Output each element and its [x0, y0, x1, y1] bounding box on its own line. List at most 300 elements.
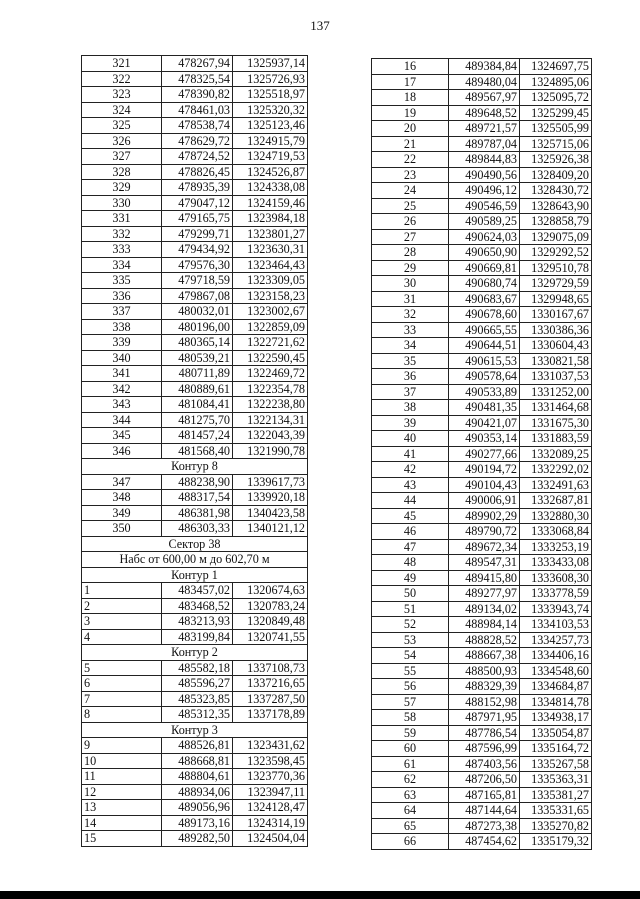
- y-coordinate-cell: 1322238,80: [233, 397, 308, 413]
- y-coordinate-cell: 1328643,90: [520, 198, 592, 214]
- point-number-cell: 12: [82, 784, 162, 800]
- point-number-cell: 338: [82, 319, 162, 335]
- x-coordinate-cell: 478267,94: [162, 56, 233, 72]
- point-number-cell: 65: [372, 818, 449, 834]
- x-coordinate-cell: 489721,57: [449, 121, 520, 137]
- y-coordinate-cell: 1322859,09: [233, 319, 308, 335]
- point-number-cell: 327: [82, 149, 162, 165]
- y-coordinate-cell: 1323801,27: [233, 226, 308, 242]
- table-row: [372, 183, 592, 199]
- table-row: [82, 350, 308, 366]
- section-header-row: [82, 536, 308, 552]
- point-number-cell: 2: [82, 598, 162, 614]
- point-number-cell: 20: [372, 121, 449, 137]
- section-header-row: [82, 567, 308, 583]
- point-number-cell: 17: [372, 74, 449, 90]
- point-number-cell: 346: [82, 443, 162, 459]
- point-number-cell: 56: [372, 679, 449, 695]
- x-coordinate-cell: 479434,92: [162, 242, 233, 258]
- x-coordinate-cell: 490650,90: [449, 245, 520, 261]
- x-coordinate-cell: 489672,34: [449, 539, 520, 555]
- x-coordinate-cell: 478724,52: [162, 149, 233, 165]
- y-coordinate-cell: 1324895,06: [520, 74, 592, 90]
- y-coordinate-cell: 1333608,30: [520, 570, 592, 586]
- y-coordinate-cell: 1323158,23: [233, 288, 308, 304]
- x-coordinate-cell: 487273,38: [449, 818, 520, 834]
- point-number-cell: 344: [82, 412, 162, 428]
- table-row: [82, 133, 308, 149]
- x-coordinate-cell: 487786,54: [449, 725, 520, 741]
- point-number-cell: 10: [82, 753, 162, 769]
- y-coordinate-cell: 1331252,00: [520, 384, 592, 400]
- point-number-cell: 42: [372, 462, 449, 478]
- y-coordinate-cell: 1332292,02: [520, 462, 592, 478]
- x-coordinate-cell: 490669,81: [449, 260, 520, 276]
- x-coordinate-cell: 488667,38: [449, 648, 520, 664]
- table-row: [372, 818, 592, 834]
- point-number-cell: 64: [372, 803, 449, 819]
- x-coordinate-cell: 488984,14: [449, 617, 520, 633]
- x-coordinate-cell: 478538,74: [162, 118, 233, 134]
- point-number-cell: 349: [82, 505, 162, 521]
- y-coordinate-cell: 1328430,72: [520, 183, 592, 199]
- x-coordinate-cell: 489902,29: [449, 508, 520, 524]
- point-number-cell: 323: [82, 87, 162, 103]
- y-coordinate-cell: 1330821,58: [520, 353, 592, 369]
- y-coordinate-cell: 1337178,89: [233, 707, 308, 723]
- x-coordinate-cell: 481457,24: [162, 428, 233, 444]
- table-row: [82, 149, 308, 165]
- y-coordinate-cell: 1324697,75: [520, 59, 592, 75]
- table-row: [82, 784, 308, 800]
- y-coordinate-cell: 1335270,82: [520, 818, 592, 834]
- point-number-cell: 5: [82, 660, 162, 676]
- point-number-cell: 328: [82, 164, 162, 180]
- x-coordinate-cell: 489480,04: [449, 74, 520, 90]
- scan-bottom-edge: [0, 891, 640, 899]
- table-row: [372, 276, 592, 292]
- x-coordinate-cell: 481275,70: [162, 412, 233, 428]
- point-number-cell: 55: [372, 663, 449, 679]
- table-row: [372, 74, 592, 90]
- table-row: [372, 260, 592, 276]
- y-coordinate-cell: 1334938,17: [520, 710, 592, 726]
- x-coordinate-cell: 490421,07: [449, 415, 520, 431]
- point-number-cell: 325: [82, 118, 162, 134]
- table-row: [82, 226, 308, 242]
- y-coordinate-cell: 1332687,81: [520, 493, 592, 509]
- point-number-cell: 3: [82, 614, 162, 630]
- table-row: [372, 462, 592, 478]
- y-coordinate-cell: 1325505,99: [520, 121, 592, 137]
- x-coordinate-cell: 488828,52: [449, 632, 520, 648]
- point-number-cell: 343: [82, 397, 162, 413]
- table-row: [372, 121, 592, 137]
- table-row: [372, 586, 592, 602]
- y-coordinate-cell: 1324128,47: [233, 800, 308, 816]
- table-row: [82, 102, 308, 118]
- table-row: [82, 521, 308, 537]
- y-coordinate-cell: 1340423,58: [233, 505, 308, 521]
- table-row: [372, 493, 592, 509]
- point-number-cell: 4: [82, 629, 162, 645]
- y-coordinate-cell: 1335363,31: [520, 772, 592, 788]
- x-coordinate-cell: 487403,56: [449, 756, 520, 772]
- point-number-cell: 35: [372, 353, 449, 369]
- point-number-cell: 322: [82, 71, 162, 87]
- y-coordinate-cell: 1324504,04: [233, 831, 308, 847]
- y-coordinate-cell: 1333068,84: [520, 524, 592, 540]
- table-row: [372, 632, 592, 648]
- x-coordinate-cell: 489384,84: [449, 59, 520, 75]
- section-header: Контур 3: [82, 722, 308, 738]
- y-coordinate-cell: 1331037,53: [520, 369, 592, 385]
- point-number-cell: 6: [82, 676, 162, 692]
- y-coordinate-cell: 1329729,59: [520, 276, 592, 292]
- point-number-cell: 52: [372, 617, 449, 633]
- point-number-cell: 29: [372, 260, 449, 276]
- x-coordinate-cell: 479576,30: [162, 257, 233, 273]
- y-coordinate-cell: 1324338,08: [233, 180, 308, 196]
- point-number-cell: 15: [82, 831, 162, 847]
- point-number-cell: 36: [372, 369, 449, 385]
- x-coordinate-cell: 479718,59: [162, 273, 233, 289]
- point-number-cell: 334: [82, 257, 162, 273]
- table-row: [82, 738, 308, 754]
- point-number-cell: 350: [82, 521, 162, 537]
- table-row: [82, 831, 308, 847]
- section-header-row: [82, 722, 308, 738]
- y-coordinate-cell: 1333778,59: [520, 586, 592, 602]
- y-coordinate-cell: 1337216,65: [233, 676, 308, 692]
- table-row: [82, 366, 308, 382]
- point-number-cell: 63: [372, 787, 449, 803]
- x-coordinate-cell: 490104,43: [449, 477, 520, 493]
- y-coordinate-cell: 1323309,05: [233, 273, 308, 289]
- table-row: [372, 105, 592, 121]
- point-number-cell: 39: [372, 415, 449, 431]
- point-number-cell: 21: [372, 136, 449, 152]
- table-row: [372, 400, 592, 416]
- x-coordinate-cell: 490481,35: [449, 400, 520, 416]
- table-row: [372, 338, 592, 354]
- point-number-cell: 347: [82, 474, 162, 490]
- point-number-cell: 59: [372, 725, 449, 741]
- table-row: [372, 245, 592, 261]
- x-coordinate-cell: 488329,39: [449, 679, 520, 695]
- y-coordinate-cell: 1325299,45: [520, 105, 592, 121]
- section-header-row: [82, 552, 308, 568]
- y-coordinate-cell: 1323770,36: [233, 769, 308, 785]
- x-coordinate-cell: 480711,89: [162, 366, 233, 382]
- table-row: [82, 195, 308, 211]
- y-coordinate-cell: 1328409,20: [520, 167, 592, 183]
- section-header: Контур 2: [82, 645, 308, 661]
- y-coordinate-cell: 1334548,60: [520, 663, 592, 679]
- x-coordinate-cell: 479867,08: [162, 288, 233, 304]
- x-coordinate-cell: 490680,74: [449, 276, 520, 292]
- table-row: [372, 477, 592, 493]
- point-number-cell: 38: [372, 400, 449, 416]
- table-row: [372, 787, 592, 803]
- y-coordinate-cell: 1322590,45: [233, 350, 308, 366]
- x-coordinate-cell: 485312,35: [162, 707, 233, 723]
- point-number-cell: 24: [372, 183, 449, 199]
- y-coordinate-cell: 1325123,46: [233, 118, 308, 134]
- x-coordinate-cell: 480032,01: [162, 304, 233, 320]
- y-coordinate-cell: 1335331,65: [520, 803, 592, 819]
- x-coordinate-cell: 490683,67: [449, 291, 520, 307]
- table-row: [372, 229, 592, 245]
- y-coordinate-cell: 1324159,46: [233, 195, 308, 211]
- point-number-cell: 7: [82, 691, 162, 707]
- table-row: [82, 87, 308, 103]
- x-coordinate-cell: 490578,64: [449, 369, 520, 385]
- table-row: [82, 56, 308, 72]
- point-number-cell: 13: [82, 800, 162, 816]
- x-coordinate-cell: 486381,98: [162, 505, 233, 521]
- x-coordinate-cell: 487144,64: [449, 803, 520, 819]
- y-coordinate-cell: 1323598,45: [233, 753, 308, 769]
- y-coordinate-cell: 1330386,36: [520, 322, 592, 338]
- y-coordinate-cell: 1334103,53: [520, 617, 592, 633]
- table-row: [372, 741, 592, 757]
- point-number-cell: 51: [372, 601, 449, 617]
- y-coordinate-cell: 1323431,62: [233, 738, 308, 754]
- x-coordinate-cell: 489173,16: [162, 815, 233, 831]
- x-coordinate-cell: 483457,02: [162, 583, 233, 599]
- point-number-cell: 26: [372, 214, 449, 230]
- x-coordinate-cell: 488804,61: [162, 769, 233, 785]
- x-coordinate-cell: 478325,54: [162, 71, 233, 87]
- y-coordinate-cell: 1334406,16: [520, 648, 592, 664]
- point-number-cell: 37: [372, 384, 449, 400]
- x-coordinate-cell: 478935,39: [162, 180, 233, 196]
- point-number-cell: 61: [372, 756, 449, 772]
- point-number-cell: 19: [372, 105, 449, 121]
- table-row: [82, 257, 308, 273]
- x-coordinate-cell: 489790,72: [449, 524, 520, 540]
- point-number-cell: 41: [372, 446, 449, 462]
- point-number-cell: 57: [372, 694, 449, 710]
- table-row: [82, 707, 308, 723]
- x-coordinate-cell: 480196,00: [162, 319, 233, 335]
- y-coordinate-cell: 1324314,19: [233, 815, 308, 831]
- table-row: [82, 676, 308, 692]
- y-coordinate-cell: 1325726,93: [233, 71, 308, 87]
- point-number-cell: 66: [372, 834, 449, 850]
- y-coordinate-cell: 1324915,79: [233, 133, 308, 149]
- table-row: [82, 319, 308, 335]
- y-coordinate-cell: 1332491,63: [520, 477, 592, 493]
- y-coordinate-cell: 1339920,18: [233, 490, 308, 506]
- table-row: [372, 446, 592, 462]
- table-row: [372, 136, 592, 152]
- x-coordinate-cell: 485323,85: [162, 691, 233, 707]
- table-row: [82, 660, 308, 676]
- y-coordinate-cell: 1331675,30: [520, 415, 592, 431]
- point-number-cell: 321: [82, 56, 162, 72]
- table-row: [82, 412, 308, 428]
- y-coordinate-cell: 1330604,43: [520, 338, 592, 354]
- table-row: [372, 756, 592, 772]
- section-header: Набс от 600,00 м до 602,70 м: [82, 552, 308, 568]
- y-coordinate-cell: 1325926,38: [520, 152, 592, 168]
- point-number-cell: 44: [372, 493, 449, 509]
- point-number-cell: 329: [82, 180, 162, 196]
- table-row: [372, 648, 592, 664]
- point-number-cell: 23: [372, 167, 449, 183]
- x-coordinate-cell: 480889,61: [162, 381, 233, 397]
- y-coordinate-cell: 1331464,68: [520, 400, 592, 416]
- x-coordinate-cell: 486303,33: [162, 521, 233, 537]
- section-header: Контур 1: [82, 567, 308, 583]
- point-number-cell: 27: [372, 229, 449, 245]
- table-row: [372, 198, 592, 214]
- table-row: [372, 415, 592, 431]
- x-coordinate-cell: 489282,50: [162, 831, 233, 847]
- y-coordinate-cell: 1324526,87: [233, 164, 308, 180]
- y-coordinate-cell: 1335267,58: [520, 756, 592, 772]
- x-coordinate-cell: 490353,14: [449, 431, 520, 447]
- y-coordinate-cell: 1335164,72: [520, 741, 592, 757]
- point-number-cell: 326: [82, 133, 162, 149]
- table-row: [82, 288, 308, 304]
- table-row: [372, 431, 592, 447]
- table-row: [372, 617, 592, 633]
- table-row: [372, 353, 592, 369]
- x-coordinate-cell: 490006,91: [449, 493, 520, 509]
- point-number-cell: 332: [82, 226, 162, 242]
- table-row: [82, 583, 308, 599]
- y-coordinate-cell: 1322469,72: [233, 366, 308, 382]
- y-coordinate-cell: 1322043,39: [233, 428, 308, 444]
- point-number-cell: 62: [372, 772, 449, 788]
- table-row: [82, 753, 308, 769]
- table-row: [372, 555, 592, 571]
- page-number: 137: [310, 18, 330, 33]
- table-row: [372, 291, 592, 307]
- point-number-cell: 60: [372, 741, 449, 757]
- x-coordinate-cell: 488238,90: [162, 474, 233, 490]
- table-row: [82, 71, 308, 87]
- y-coordinate-cell: 1321990,78: [233, 443, 308, 459]
- x-coordinate-cell: 488934,06: [162, 784, 233, 800]
- y-coordinate-cell: 1339617,73: [233, 474, 308, 490]
- x-coordinate-cell: 488317,54: [162, 490, 233, 506]
- y-coordinate-cell: 1325937,14: [233, 56, 308, 72]
- table-row: [372, 663, 592, 679]
- x-coordinate-cell: 480365,14: [162, 335, 233, 351]
- table-row: [82, 769, 308, 785]
- point-number-cell: 48: [372, 555, 449, 571]
- y-coordinate-cell: 1335054,87: [520, 725, 592, 741]
- table-row: [82, 164, 308, 180]
- x-coordinate-cell: 490194,72: [449, 462, 520, 478]
- point-number-cell: 50: [372, 586, 449, 602]
- y-coordinate-cell: 1325320,32: [233, 102, 308, 118]
- point-number-cell: 340: [82, 350, 162, 366]
- point-number-cell: 40: [372, 431, 449, 447]
- x-coordinate-cell: 489134,02: [449, 601, 520, 617]
- table-row: [82, 381, 308, 397]
- table-row: [82, 118, 308, 134]
- x-coordinate-cell: 483468,52: [162, 598, 233, 614]
- y-coordinate-cell: 1329292,52: [520, 245, 592, 261]
- table-row: [82, 800, 308, 816]
- y-coordinate-cell: 1329510,78: [520, 260, 592, 276]
- table-row: [82, 397, 308, 413]
- point-number-cell: 330: [82, 195, 162, 211]
- point-number-cell: 58: [372, 710, 449, 726]
- y-coordinate-cell: 1323630,31: [233, 242, 308, 258]
- y-coordinate-cell: 1320741,55: [233, 629, 308, 645]
- x-coordinate-cell: 478629,72: [162, 133, 233, 149]
- y-coordinate-cell: 1330167,67: [520, 307, 592, 323]
- point-number-cell: 47: [372, 539, 449, 555]
- y-coordinate-cell: 1331883,59: [520, 431, 592, 447]
- x-coordinate-cell: 490589,25: [449, 214, 520, 230]
- point-number-cell: 337: [82, 304, 162, 320]
- point-number-cell: 34: [372, 338, 449, 354]
- x-coordinate-cell: 490615,53: [449, 353, 520, 369]
- y-coordinate-cell: 1329075,09: [520, 229, 592, 245]
- table-row: [372, 508, 592, 524]
- point-number-cell: 31: [372, 291, 449, 307]
- y-coordinate-cell: 1323947,11: [233, 784, 308, 800]
- y-coordinate-cell: 1320674,63: [233, 583, 308, 599]
- y-coordinate-cell: 1334257,73: [520, 632, 592, 648]
- x-coordinate-cell: 489415,80: [449, 570, 520, 586]
- table-row: [82, 598, 308, 614]
- table-row: [372, 307, 592, 323]
- table-row: [82, 629, 308, 645]
- table-row: [372, 322, 592, 338]
- table-row: [82, 815, 308, 831]
- point-number-cell: 32: [372, 307, 449, 323]
- y-coordinate-cell: 1323464,43: [233, 257, 308, 273]
- y-coordinate-cell: 1320849,48: [233, 614, 308, 630]
- point-number-cell: 14: [82, 815, 162, 831]
- left-table-body: [82, 56, 308, 847]
- table-row: [372, 570, 592, 586]
- x-coordinate-cell: 487206,50: [449, 772, 520, 788]
- x-coordinate-cell: 478826,45: [162, 164, 233, 180]
- x-coordinate-cell: 485582,18: [162, 660, 233, 676]
- table-row: [82, 490, 308, 506]
- point-number-cell: 28: [372, 245, 449, 261]
- table-row: [82, 443, 308, 459]
- y-coordinate-cell: 1322134,31: [233, 412, 308, 428]
- y-coordinate-cell: 1340121,12: [233, 521, 308, 537]
- x-coordinate-cell: 479047,12: [162, 195, 233, 211]
- y-coordinate-cell: 1333433,08: [520, 555, 592, 571]
- table-row: [372, 834, 592, 850]
- x-coordinate-cell: 489648,52: [449, 105, 520, 121]
- point-number-cell: 33: [372, 322, 449, 338]
- y-coordinate-cell: 1337108,73: [233, 660, 308, 676]
- x-coordinate-cell: 490496,12: [449, 183, 520, 199]
- y-coordinate-cell: 1322354,78: [233, 381, 308, 397]
- x-coordinate-cell: 478461,03: [162, 102, 233, 118]
- right-table-body: [372, 59, 592, 850]
- section-header: Контур 8: [82, 459, 308, 475]
- point-number-cell: 342: [82, 381, 162, 397]
- table-row: [82, 335, 308, 351]
- point-number-cell: 324: [82, 102, 162, 118]
- x-coordinate-cell: 481084,41: [162, 397, 233, 413]
- x-coordinate-cell: 490678,60: [449, 307, 520, 323]
